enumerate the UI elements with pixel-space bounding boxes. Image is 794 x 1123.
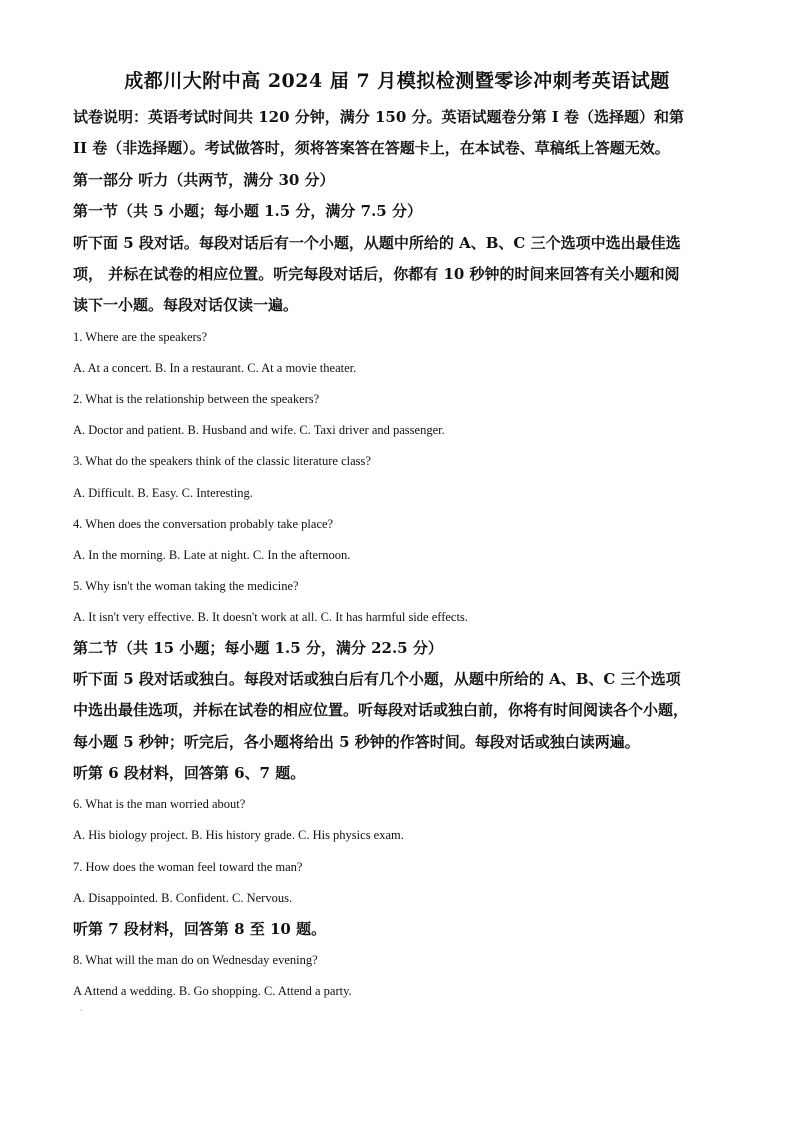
- question-6: 6. What is the man worried about?: [73, 797, 246, 811]
- instructions-line-2: II 卷（非选择题）。考试做答时，须将答案答在答题卡上，在本试卷、草稿纸上答题无效。: [73, 139, 670, 157]
- instructions-line-1: 试卷说明：英语考试时间共 120 分钟，满分 150 分。英语试题卷分第 I 卷（选择题）和第: [73, 108, 684, 126]
- question-5: 5. Why isn't the woman taking the medicine?: [73, 579, 299, 593]
- question-7: 7. How does the woman feel toward the man?: [73, 860, 303, 874]
- section2-directions-line-1: 听下面 5 段对话或独白。每段对话或独白后有几个小题，从题中所给的 A、B、C 三个选项: [73, 670, 681, 688]
- question-1: 1. Where are the speakers?: [73, 330, 208, 344]
- section1-directions-line-1: 听下面 5 段对话。每段对话后有一个小题，从题中所给的 A、B、C 三个选项中选出最佳选: [73, 234, 681, 252]
- question-8: 8. What will the man do on Wednesday evening?: [73, 953, 318, 967]
- question-2-options: A. Doctor and patient. B. Husband and wife. C. Taxi driver and passenger.: [73, 423, 445, 437]
- stray-mark: ·: [80, 1006, 83, 1015]
- question-6-options: A. His biology project. B. His history grade. C. His physics exam.: [73, 828, 404, 842]
- section2-heading: 第二节（共 15 小题；每小题 1.5 分，满分 22.5 分）: [73, 639, 443, 657]
- question-5-options: A. It isn't very effective. B. It doesn't work at all. C. It has harmful side effects.: [73, 610, 468, 624]
- question-1-options: A. At a concert. B. In a restaurant. C. At a movie theater.: [73, 361, 357, 375]
- section1-directions-line-2: 项， 并标在试卷的相应位置。听完每段对话后，你都有 10 秒钟的时间来回答有关小题和阅: [73, 265, 680, 283]
- section2-directions-line-2: 中选出最佳选项，并标在试卷的相应位置。听每段对话或独白前，你将有时间阅读各个小题，: [73, 701, 689, 719]
- question-8-options: A Attend a wedding. B. Go shopping. C. Attend a party.: [73, 984, 352, 998]
- question-4: 4. When does the conversation probably take place?: [73, 517, 334, 531]
- section2-directions-line-3: 每小题 5 秒钟；听完后，各小题将给出 5 秒钟的作答时间。每段对话或独白读两遍。: [73, 733, 640, 751]
- material-6-heading: 听第 6 段材料，回答第 6、7 题。: [73, 764, 306, 782]
- section1-heading: 第一节（共 5 小题；每小题 1.5 分，满分 7.5 分）: [73, 202, 422, 220]
- material-7-heading: 听第 7 段材料，回答第 8 至 10 题。: [73, 920, 327, 938]
- question-3-options: A. Difficult. B. Easy. C. Interesting.: [73, 486, 253, 500]
- section1-directions-line-3: 读下一小题。每段对话仅读一遍。: [73, 296, 299, 314]
- question-4-options: A. In the morning. B. Late at night. C. In the afternoon.: [73, 548, 351, 562]
- page-title: 成都川大附中高 2024 届 7 月模拟检测暨零诊冲刺考英语试题: [124, 70, 670, 92]
- question-7-options: A. Disappointed. B. Confident. C. Nervous.: [73, 891, 293, 905]
- part1-heading: 第一部分 听力（共两节，满分 30 分）: [73, 171, 335, 189]
- question-3: 3. What do the speakers think of the classic literature class?: [73, 454, 371, 468]
- question-2: 2. What is the relationship between the speakers?: [73, 392, 320, 406]
